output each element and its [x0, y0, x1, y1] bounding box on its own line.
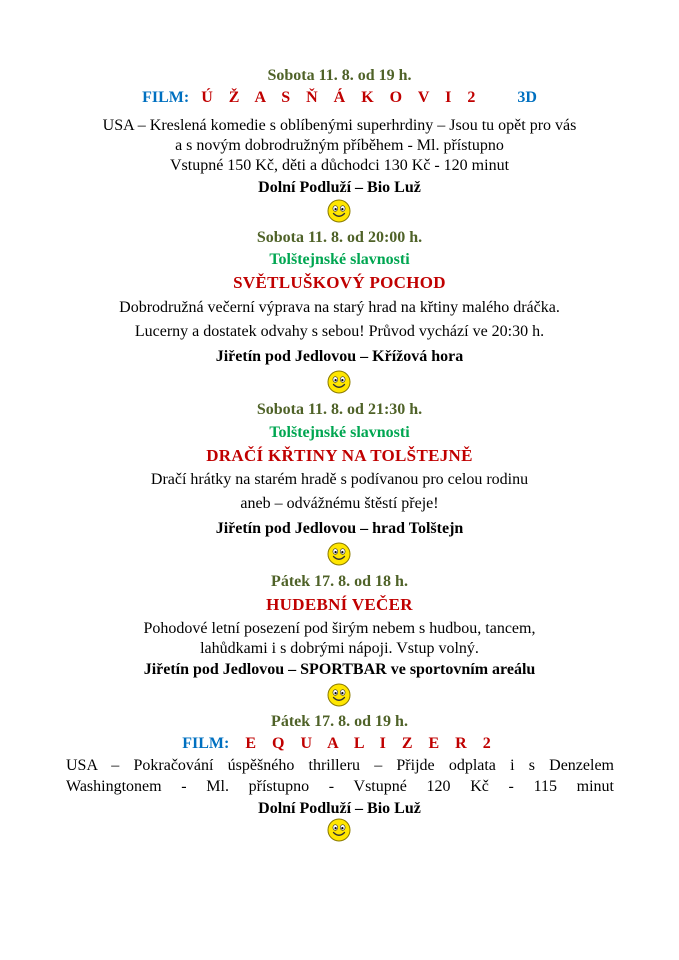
event-3-description-line-1: Dračí hrátky na starém hradě s podívanou pro celou rodinu — [150, 471, 529, 488]
event-3-date: Sobota 11. 8. od 21:30 h. — [256, 401, 423, 418]
event-5-film-heading — [0, 734, 679, 754]
event-1-film-heading — [0, 88, 679, 108]
event-1-description-line-2: a s novým dobrodružným příběhem - Ml. přístupno — [175, 137, 504, 154]
film-title: E Q U A L I Z E R 2 — [245, 735, 497, 752]
event-2-description-line-1: Dobrodružná večerní výprava na starý hrad na křtiny malého dráčka. — [119, 299, 560, 316]
event-1-venue: Dolní Podluží – Bio Luž — [258, 179, 421, 196]
event-1-description-line-1: USA – Kreslená komedie s oblíbenými superhrdiny – Jsou tu opět pro vás — [102, 117, 577, 134]
event-5-date: Pátek 17. 8. od 19 h. — [271, 713, 408, 730]
event-3-venue: Jiřetín pod Jedlovou – hrad Tolštejn — [215, 520, 464, 537]
event-2-series: Tolštejnské slavnosti — [269, 251, 410, 268]
event-3-series: Tolštejnské slavnosti — [269, 424, 410, 441]
smiley-face-icon — [327, 370, 351, 394]
event-4-title: HUDEBNÍ VEČER — [266, 595, 413, 614]
event-2-venue: Jiřetín pod Jedlovou – Křížová hora — [215, 348, 464, 365]
event-4-description-line-1: Pohodové letní posezení pod širým nebem s hudbou, tancem, — [143, 620, 536, 637]
event-5-description-line-1: USA – Pokračování úspěšného thrilleru – Přijde odplata i s Denzelem — [66, 757, 614, 774]
event-1-date: Sobota 11. 8. od 19 h. — [267, 67, 412, 84]
film-label: FILM: — [142, 89, 190, 106]
smiley-face-icon — [327, 199, 351, 223]
event-2-title: SVĚTLUŠKOVÝ POCHOD — [233, 273, 446, 292]
event-2-date: Sobota 11. 8. od 20:00 h. — [256, 229, 423, 246]
film-label: FILM: — [182, 735, 230, 752]
event-2-description-line-2: Lucerny a dostatek odvahy s sebou! Průvod vychází ve 20:30 h. — [134, 323, 545, 340]
smiley-face-icon — [327, 683, 351, 707]
event-5-description-line-2: Washingtonem - Ml. přístupno - Vstupné 120 Kč - 115 minut — [66, 778, 614, 795]
event-4-date: Pátek 17. 8. od 18 h. — [271, 573, 408, 590]
event-5-venue: Dolní Podluží – Bio Luž — [258, 800, 421, 817]
smiley-face-icon — [327, 818, 351, 842]
film-format: 3D — [517, 89, 537, 106]
event-1-description-line-3: Vstupné 150 Kč, děti a důchodci 130 Kč - 120 minut — [169, 157, 510, 174]
event-4-description-line-2: lahůdkami i s dobrými nápoji. Vstup volný. — [200, 640, 479, 657]
event-4-venue: Jiřetín pod Jedlovou – SPORTBAR ve sportovním areálu — [143, 661, 536, 678]
event-3-description-line-2: aneb – odvážnému štěstí přeje! — [240, 495, 439, 512]
smiley-face-icon — [327, 542, 351, 566]
film-title: Ú Ž A S Ň Á K O V I 2 — [201, 89, 482, 106]
event-3-title: DRAČÍ KŘTINY NA TOLŠTEJNĚ — [206, 446, 473, 465]
